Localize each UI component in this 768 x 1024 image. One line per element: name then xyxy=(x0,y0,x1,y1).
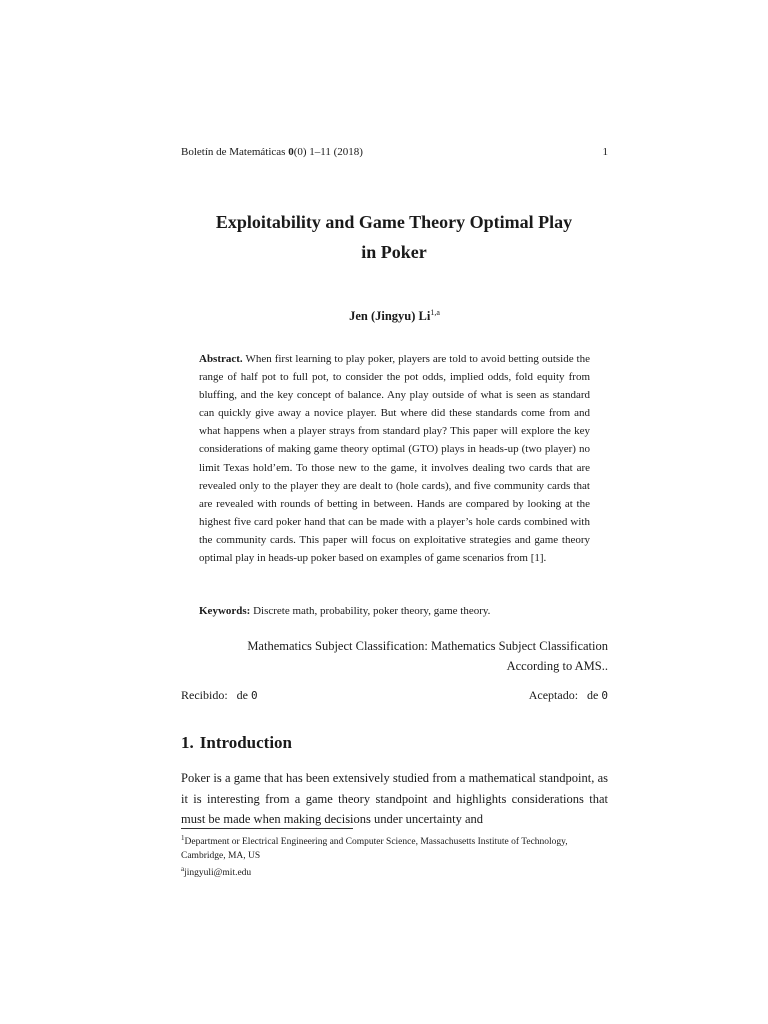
section-heading xyxy=(181,733,292,753)
footnote-a-mark: a xyxy=(181,865,185,874)
section-title: Introduction xyxy=(199,733,293,752)
footnote-1-mark: 1 xyxy=(181,834,185,842)
journal-name: Boletín de Matemáticas xyxy=(181,146,289,158)
received-label: Recibido: xyxy=(181,688,228,702)
accepted-value: 0 xyxy=(601,689,608,702)
keywords-text: Discrete math, probability, poker theory, game theory. xyxy=(253,605,491,617)
author-line xyxy=(181,308,608,324)
accepted-label: Aceptado: xyxy=(528,688,579,702)
msc-line-1: Mathematics Subject Classification: Mathematics Subject Classification xyxy=(247,639,608,653)
msc-line-2: According to AMS.. xyxy=(506,659,608,673)
intro-paragraph: Poker is a game that has been extensively studied from a mathematical standpoint, as it is interesting from a game theory standpoint and highlights considerations that must be made when making decisions under uncertainty and xyxy=(181,771,608,826)
abstract-text: When first learning to play poker, players are told to avoid betting outside the range of half pot to full pot, to consider the pot odds, implied odds, fold equity from bluffing, and the key concept of balance. Any play outside of what is seen as standard can quickly give away a novice player. But where did these standards come from and what happens when a player strays from standard play? This paper will explore the key considerations of making game theory optimal (GTO) plays in heads-up (two player) no limit Texas hold’em. To those new to the game, it involves dealing two cards that are revealed only to the player they are dealt to (hole cards), and five community cards that are revealed with rounds of betting in between. Hands are compared by looking at the highest five card poker hand that can be made with a player’s hole cards combined with the community cards. This paper will focus on exploitative strategies and game theory optimal play in heads-up poker based on examples of game scenarios from [1]. xyxy=(199,353,590,565)
author-name: Jen (Jingyu) Li xyxy=(349,309,431,324)
journal-issue: (0) 1–11 (2018) xyxy=(293,146,363,158)
received-date xyxy=(181,688,258,703)
footnote-a xyxy=(181,863,608,881)
journal-volume: 0 xyxy=(288,146,294,158)
footnote-a-text: jingyuli@mit.edu xyxy=(184,868,252,879)
dates-row xyxy=(181,688,608,703)
journal-citation xyxy=(181,146,363,158)
received-de: de xyxy=(236,688,248,702)
footnote-1-text: Department or Electrical Engineering and Computer Science, Massachusetts Institute of Technology, Cambridge, MA, US xyxy=(181,837,568,861)
author-affil-mark: 1,a xyxy=(430,308,440,317)
title-line-2: in Poker xyxy=(361,242,427,262)
msc-classification xyxy=(181,636,608,676)
accepted-de: de xyxy=(587,688,599,702)
footnote-divider xyxy=(181,828,353,829)
abstract xyxy=(199,350,590,567)
footnotes xyxy=(181,832,608,881)
keywords-label: Keywords: xyxy=(199,605,251,617)
section-number: 1. xyxy=(181,733,194,752)
footnote-1 xyxy=(181,832,608,863)
page-number: 1 xyxy=(602,146,608,158)
paper-title xyxy=(150,207,638,267)
abstract-label: Abstract. xyxy=(199,353,243,365)
accepted-date xyxy=(529,688,608,703)
keywords xyxy=(199,605,590,617)
received-value: 0 xyxy=(251,689,258,702)
title-line-1: Exploitability and Game Theory Optimal Play xyxy=(215,212,573,232)
running-header xyxy=(181,146,608,158)
